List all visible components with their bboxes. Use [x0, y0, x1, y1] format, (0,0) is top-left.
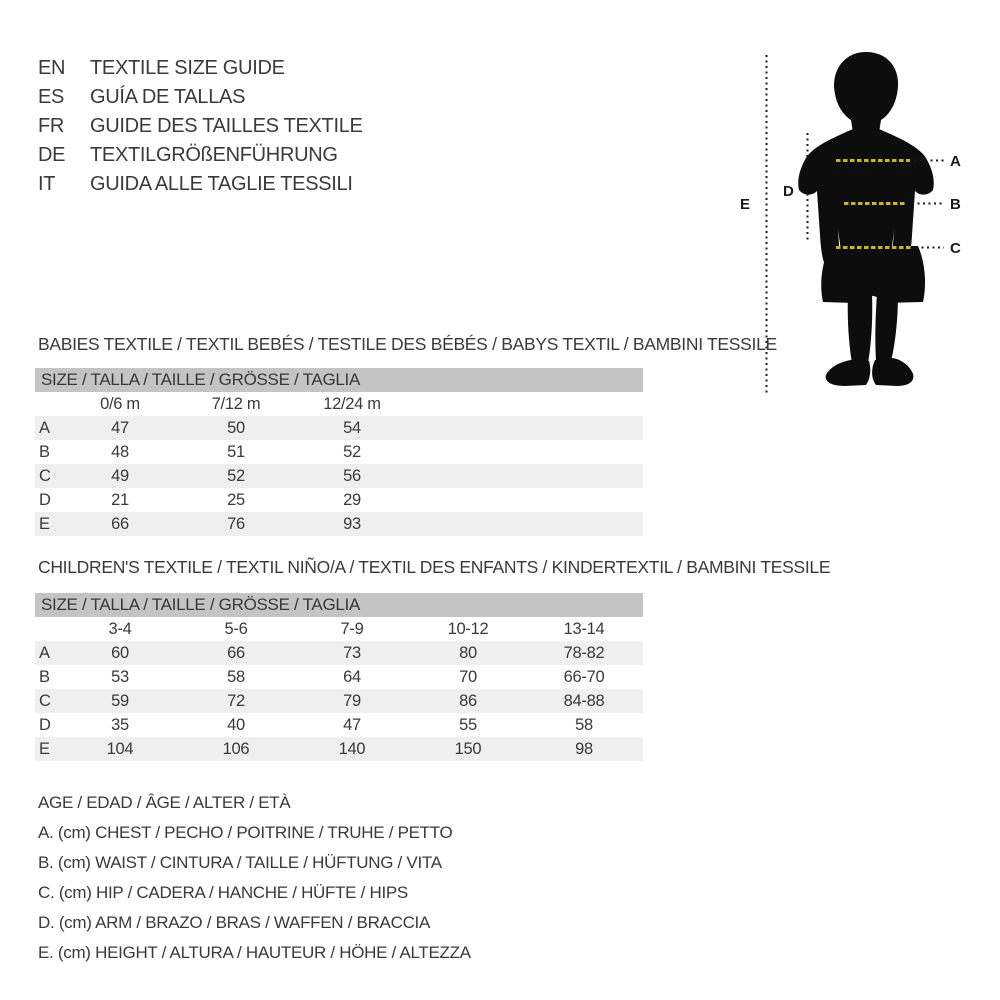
column-header: 3-4	[108, 620, 132, 638]
lang-title: GUIDE DES TAILLES TEXTILE	[90, 115, 363, 137]
value-cell: 66-70	[563, 668, 605, 686]
row-label: D	[39, 491, 51, 509]
lang-code: ES	[38, 86, 65, 108]
value-cell: 76	[227, 515, 245, 533]
babies-size-table	[35, 368, 643, 536]
label-d: D	[783, 183, 794, 200]
value-cell: 52	[343, 443, 361, 461]
value-cell: 93	[343, 515, 361, 533]
column-header: 12/24 m	[323, 395, 381, 413]
label-a: A	[950, 153, 961, 170]
value-cell: 80	[459, 644, 477, 662]
column-header: 10-12	[447, 620, 489, 638]
table-row	[35, 665, 643, 689]
value-cell: 54	[343, 419, 361, 437]
table-row	[35, 713, 643, 737]
table-row	[35, 464, 643, 488]
legend-arm: D. (cm) ARM / BRAZO / BRAS / WAFFEN / BRACCIA	[38, 913, 431, 932]
value-cell: 58	[575, 716, 593, 734]
row-label: C	[39, 467, 51, 485]
lang-row-en	[38, 54, 363, 83]
row-label: A	[39, 644, 50, 662]
corner-cell	[35, 617, 62, 641]
value-cell: 106	[222, 740, 250, 758]
lang-code: FR	[38, 115, 65, 137]
value-cell: 150	[454, 740, 482, 758]
children-section-title: CHILDREN'S TEXTILE / TEXTIL NIÑO/A / TEXTIL DES ENFANTS / KINDERTEXTIL / BAMBINI TESSILE	[38, 557, 831, 577]
lang-row-it	[38, 170, 363, 199]
value-cell: 35	[111, 716, 129, 734]
lang-code: IT	[38, 173, 56, 195]
value-cell: 50	[227, 419, 245, 437]
legend-height: E. (cm) HEIGHT / ALTURA / HAUTEUR / HÖHE / ALTEZZA	[38, 943, 471, 962]
row-label: E	[39, 515, 50, 533]
value-cell: 104	[106, 740, 134, 758]
row-label: B	[39, 668, 50, 686]
row-label: D	[39, 716, 51, 734]
children-size-table	[35, 593, 643, 761]
lang-title: TEXTILE SIZE GUIDE	[90, 57, 285, 79]
table-row	[35, 689, 643, 713]
language-title-list	[38, 54, 363, 199]
row-label: B	[39, 443, 50, 461]
table-row	[35, 512, 643, 536]
value-cell: 52	[227, 467, 245, 485]
row-label: E	[39, 740, 50, 758]
column-header: 5-6	[224, 620, 248, 638]
table-row	[35, 440, 643, 464]
value-cell: 72	[227, 692, 245, 710]
value-cell: 66	[111, 515, 129, 533]
value-cell: 84-88	[563, 692, 605, 710]
label-b: B	[950, 196, 961, 213]
value-cell: 79	[343, 692, 361, 710]
lang-code: EN	[38, 57, 66, 79]
lang-title: GUIDA ALLE TAGLIE TESSILI	[90, 173, 353, 195]
value-cell: 60	[111, 644, 129, 662]
value-cell: 51	[227, 443, 245, 461]
table-row	[35, 737, 643, 761]
value-cell: 59	[111, 692, 129, 710]
value-cell: 66	[227, 644, 245, 662]
value-cell: 140	[338, 740, 366, 758]
lang-code: DE	[38, 144, 66, 166]
value-cell: 49	[111, 467, 129, 485]
column-header: 0/6 m	[100, 395, 140, 413]
value-cell: 25	[227, 491, 245, 509]
value-cell: 56	[343, 467, 361, 485]
lang-row-fr	[38, 112, 363, 141]
value-cell: 73	[343, 644, 361, 662]
legend-age: AGE / EDAD / ÂGE / ALTER / ETÀ	[38, 793, 291, 812]
value-cell: 78-82	[563, 644, 605, 662]
value-cell: 70	[459, 668, 477, 686]
babies-column-header-row	[35, 392, 643, 416]
value-cell: 53	[111, 668, 129, 686]
value-cell: 58	[227, 668, 245, 686]
column-header: 7/12 m	[211, 395, 261, 413]
value-cell: 86	[459, 692, 477, 710]
lang-row-de	[38, 141, 363, 170]
lang-row-es	[38, 83, 363, 112]
legend-chest: A. (cm) CHEST / PECHO / POITRINE / TRUHE / PETTO	[38, 823, 453, 842]
legend-hip: C. (cm) HIP / CADERA / HANCHE / HÜFTE / HIPS	[38, 883, 408, 902]
value-cell: 21	[111, 491, 129, 509]
value-cell: 40	[227, 716, 245, 734]
label-c: C	[950, 240, 961, 257]
children-size-header-band: SIZE / TALLA / TAILLE / GRÖSSE / TAGLIA	[35, 593, 643, 617]
value-cell: 98	[575, 740, 593, 758]
table-row	[35, 641, 643, 665]
row-label: C	[39, 692, 51, 710]
legend-waist: B. (cm) WAIST / CINTURA / TAILLE / HÜFTUNG / VITA	[38, 853, 442, 872]
value-cell: 64	[343, 668, 361, 686]
babies-size-header-band: SIZE / TALLA / TAILLE / GRÖSSE / TAGLIA	[35, 368, 643, 392]
lang-title: GUÍA DE TALLAS	[90, 86, 246, 108]
label-e: E	[740, 196, 750, 213]
row-label: A	[39, 419, 50, 437]
corner-cell	[35, 392, 62, 416]
table-row	[35, 416, 643, 440]
column-header: 7-9	[340, 620, 364, 638]
lang-title: TEXTILGRÖßENFÜHRUNG	[90, 144, 338, 166]
children-column-header-row	[35, 617, 643, 641]
value-cell: 55	[459, 716, 477, 734]
babies-section-title: BABIES TEXTILE / TEXTIL BEBÉS / TESTILE DES BÉBÉS / BABYS TEXTIL / BAMBINI TESSILE	[38, 334, 777, 354]
value-cell: 29	[343, 491, 361, 509]
value-cell: 48	[111, 443, 129, 461]
value-cell: 47	[343, 716, 361, 734]
table-row	[35, 488, 643, 512]
column-header: 13-14	[563, 620, 605, 638]
child-silhouette	[798, 52, 933, 386]
value-cell: 47	[111, 419, 129, 437]
measurement-legend	[38, 788, 471, 968]
